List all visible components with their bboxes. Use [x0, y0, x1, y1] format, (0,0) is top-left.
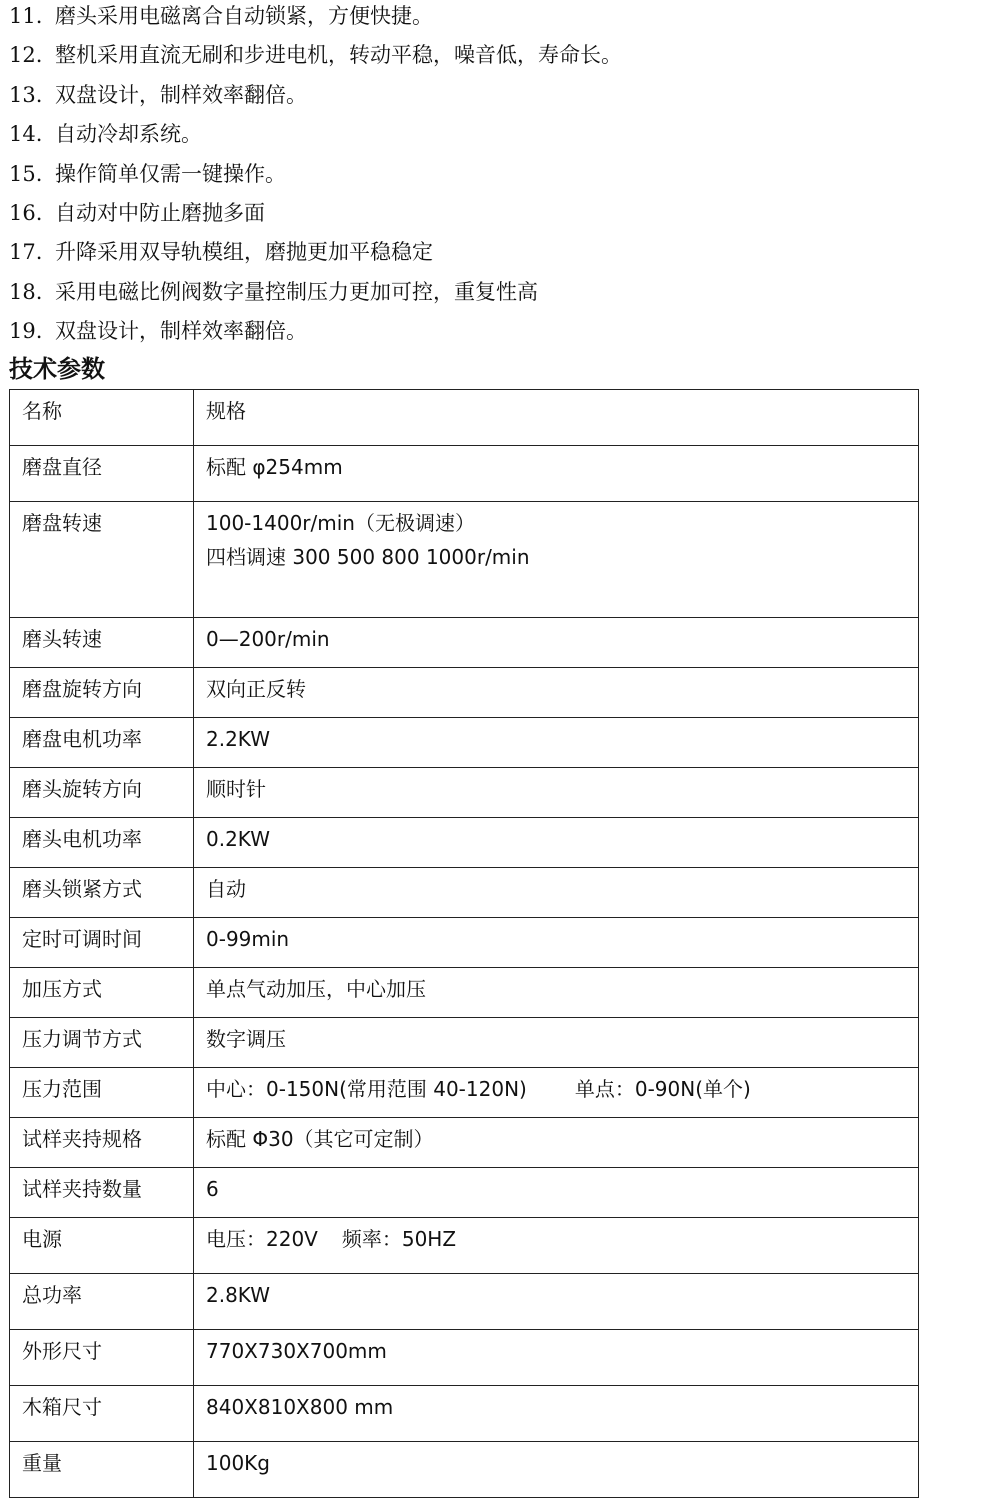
spec-value-part: 单点：0-90N(单个) — [574, 1077, 751, 1101]
spec-value: 0—200r/min — [194, 618, 919, 668]
feature-number: 16. — [9, 200, 43, 225]
table-row — [10, 968, 919, 1018]
spec-name: 加压方式 — [10, 968, 194, 1018]
table-row — [10, 918, 919, 968]
feature-text: 采用电磁比例阀数字量控制压力更加可控，重复性高 — [55, 279, 538, 304]
feature-item — [9, 39, 989, 78]
table-row — [10, 1386, 919, 1442]
spec-value: 770X730X700mm — [194, 1330, 919, 1386]
table-row — [10, 1330, 919, 1386]
spec-name: 磨盘转速 — [10, 502, 194, 618]
spec-value-part: 中心：0-150N(常用范围 40-120N) — [206, 1077, 527, 1101]
spec-value-line: 四档调速 300 500 800 1000r/min — [206, 545, 530, 569]
spec-name: 磨盘电机功率 — [10, 718, 194, 768]
spec-value — [194, 1068, 919, 1118]
table-row — [10, 718, 919, 768]
feature-number: 19. — [9, 319, 43, 344]
spec-name: 磨头转速 — [10, 618, 194, 668]
table-row — [10, 1274, 919, 1330]
spec-value-part: 电压：220V — [206, 1227, 318, 1251]
spec-value — [194, 1218, 919, 1274]
spec-value: 0-99min — [194, 918, 919, 968]
table-row — [10, 868, 919, 918]
spec-name: 外形尺寸 — [10, 1330, 194, 1386]
spec-value: 双向正反转 — [194, 668, 919, 718]
feature-text: 双盘设计，制样效率翻倍。 — [55, 82, 307, 107]
feature-item — [9, 158, 989, 197]
table-row — [10, 768, 919, 818]
spec-name: 磨头旋转方向 — [10, 768, 194, 818]
table-row — [10, 1118, 919, 1168]
table-row — [10, 1442, 919, 1498]
feature-text: 升降采用双导轨模组，磨抛更加平稳稳定 — [55, 240, 433, 265]
feature-number: 15. — [9, 161, 43, 186]
spec-value: 2.8KW — [194, 1274, 919, 1330]
feature-text: 双盘设计，制样效率翻倍。 — [55, 319, 307, 344]
feature-item — [9, 236, 989, 275]
spec-name: 木箱尺寸 — [10, 1386, 194, 1442]
feature-item — [9, 0, 989, 39]
feature-text: 自动对中防止磨抛多面 — [55, 200, 265, 225]
table-row — [10, 818, 919, 868]
spec-name: 压力范围 — [10, 1068, 194, 1118]
header-name-cell: 名称 — [10, 390, 194, 446]
feature-text: 自动冷却系统。 — [55, 122, 202, 147]
spec-value — [194, 502, 919, 618]
feature-number: 12. — [9, 43, 43, 68]
spec-name: 磨头锁紧方式 — [10, 868, 194, 918]
spec-value: 顺时针 — [194, 768, 919, 818]
table-row — [10, 1168, 919, 1218]
spec-name: 磨盘旋转方向 — [10, 668, 194, 718]
spec-value: 数字调压 — [194, 1018, 919, 1068]
spec-value-line: 100-1400r/min（无极调速） — [206, 511, 475, 535]
section-title: 技术参数 — [9, 355, 105, 383]
spec-name: 定时可调时间 — [10, 918, 194, 968]
feature-number: 18. — [9, 279, 43, 304]
feature-number: 14. — [9, 122, 43, 147]
spec-value: 2.2KW — [194, 718, 919, 768]
spec-name: 重量 — [10, 1442, 194, 1498]
feature-text: 整机采用直流无刷和步进电机，转动平稳，噪音低，寿命长。 — [55, 43, 622, 68]
spec-name: 总功率 — [10, 1274, 194, 1330]
table-row — [10, 1068, 919, 1118]
feature-text: 磨头采用电磁离合自动锁紧，方便快捷。 — [55, 4, 433, 28]
feature-item — [9, 197, 989, 236]
table-row — [10, 1018, 919, 1068]
spec-name: 压力调节方式 — [10, 1018, 194, 1068]
header-value-cell: 规格 — [194, 390, 919, 446]
table-row — [10, 618, 919, 668]
spec-value: 840X810X800 mm — [194, 1386, 919, 1442]
spec-value: 标配 φ254mm — [194, 446, 919, 502]
spec-name: 电源 — [10, 1218, 194, 1274]
feature-item — [9, 276, 989, 315]
table-row — [10, 668, 919, 718]
spec-name: 磨头电机功率 — [10, 818, 194, 868]
feature-list — [9, 0, 989, 355]
spec-value: 100Kg — [194, 1442, 919, 1498]
spec-table — [9, 389, 919, 1498]
spec-value: 0.2KW — [194, 818, 919, 868]
spec-value-part: 频率：50HZ — [341, 1227, 457, 1251]
table-header-row — [10, 390, 919, 446]
spec-value: 单点气动加压，中心加压 — [194, 968, 919, 1018]
feature-item — [9, 79, 989, 118]
table-row — [10, 1218, 919, 1274]
table-row — [10, 446, 919, 502]
spec-name: 试样夹持数量 — [10, 1168, 194, 1218]
feature-number: 11. — [9, 4, 43, 28]
feature-number: 17. — [9, 240, 43, 265]
spec-value: 标配 Φ30（其它可定制） — [194, 1118, 919, 1168]
feature-item — [9, 118, 989, 157]
spec-value: 6 — [194, 1168, 919, 1218]
feature-number: 13. — [9, 82, 43, 107]
spec-name: 磨盘直径 — [10, 446, 194, 502]
table-row — [10, 502, 919, 618]
feature-text: 操作简单仅需一键操作。 — [55, 161, 286, 186]
spec-name: 试样夹持规格 — [10, 1118, 194, 1168]
feature-item — [9, 315, 989, 354]
spec-value: 自动 — [194, 868, 919, 918]
